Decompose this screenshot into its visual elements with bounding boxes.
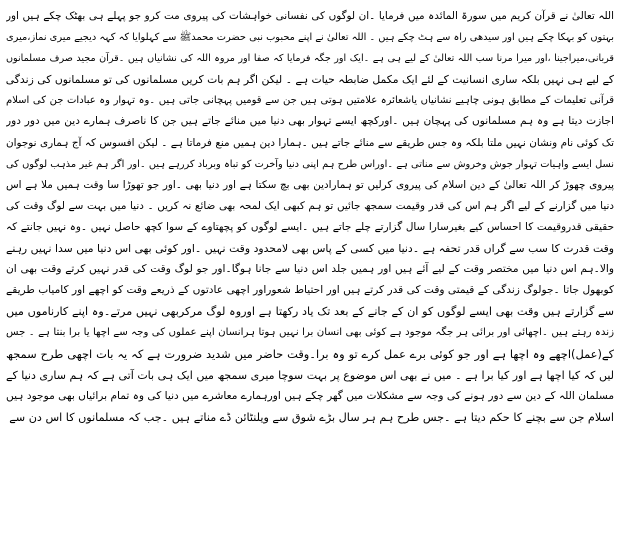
text-line: کے(عمل)اچھے وہ اچھا ہے اور جو کوئی برے عمل کرے تو وہ برا۔وقت حاضر میں شدید ضرورت ہے کہ یہ بات اچھی طرح سمجھ — [6, 346, 614, 361]
text-line: تک کوئی نام ونشان نہیں ملتا بلکہ وہ جس طریقے سے منائے جاتے ہیں ۔ہمارا دین ہمیں منع فرماتا ہے ۔ لیکن افسوس کہ آج ہماری نوجوان — [6, 136, 614, 149]
text-line: بہتوں کو بہکا چکے ہیں اور سیدھی راہ سے ہٹ چکے ہیں ۔ اللہ تعالیٰ نے اپنے محبوب نبی حضرت محمدﷺ سے کہلوایا کہ کہہ دیجیے میری نماز،میری — [6, 32, 614, 44]
text-line: کے لیے ہی نہیں بلکہ ساری انسانیت کے لئے ایک مکمل ضابطہ حیات ہے ۔ لیکن اگر ہم بات کریں مسلمانوں کی تو مسلمانوں کی زندگی — [6, 73, 614, 87]
text-line: اجازت دیتا ہے وہ ہم مسلمانوں کی پہچان ہیں ۔اورکچھ ایسے تہوار بھی دنیا میں منائے جاتے ہیں جن کا ناصرف ہمارے دین میں دور دور — [6, 115, 614, 128]
text-line: دنیا میں گزارنے کے لیے اگر ہم اس کی قدر وقیمت سمجھ جائیں تو ہم کبھی ایک لمحہ بھی ضائع نہ کریں ۔ دنیا میں بہت سے لوگ وقت کی — [6, 199, 614, 212]
text-line: وقت قدرت کا سب سے گراں قدر تحفہ ہے ۔دنیا میں کسی کے پاس بھی لامحدود وقت نہیں ۔اور کوئی بھی اس دنیا میں سدا نہیں رہنے — [6, 242, 614, 256]
text-line: قرآنی تعلیمات کے مطابق ہونی چاہیے نشانیاں یاشعائرہ علامتیں ہوتی ہیں جن سے قومیں پہچانی جاتی ہیں ۔وہ تہوار وہ عبادات جن کی اسلام — [6, 95, 614, 107]
text-line: پیروی چھوڑ کر اللہ تعالیٰ کے دین اسلام کی پیروی کرلیں تو ہمارادین بھی بچ سکتا ہے اور دنیا بھی ۔اور جو تھوڑا سا وقت ہمیں ملا ہے اس — [6, 178, 614, 191]
urdu-article-body — [6, 6, 614, 428]
text-line: لیں کہ کیا اچھا ہے اور کیا برا ہے ۔ میں نے بھی اس موضوع پر بہت سوچا میری سمجھ میں ایک ہی بات آتی ہے کہ ہم ساری دنیا کے — [6, 368, 614, 382]
text-line: اللہ تعالیٰ نے قرآن کریم میں سورۃ المائدہ میں فرمایا ۔ان لوگوں کی نفسانی خواہشات کی پیروی مت کرو جو پہلے ہی بھٹک چکے ہیں اور — [6, 10, 614, 22]
text-line: اسلام جن سے بچنے کا حکم دیتا ہے ۔جس طرح ہم ہر سال بڑے شوق سے ویلنٹائن ڈے مناتے ہیں ۔جب کہ مسلمانوں کا اس دن سے — [9, 410, 614, 424]
text-line: قربانی،میراجینا ،اور میرا مرنا سب اللہ تعالیٰ کے لیے ہی ہے ۔ایک اور جگہ فرمایا کہ صفا اور مروہ اللہ کی نشانیاں ہیں ۔قرآن مجید صرف مسلمانوں — [6, 53, 614, 65]
text-line: والا۔ہم اس دنیا میں مختصر وقت کے لیے آئے ہیں اور ہمیں جلد اس دنیا سے جانا ہوگا۔اور جو لوگ وقت کی قدر نہیں کرتے وقت بھی ان — [6, 263, 614, 276]
text-line: حقیقی قدروقیمت کا احساس کیے بغیرسارا سال گزارتے چلے جاتے ہیں ۔ایسے لوگوں کو پچھتاوے کے سوا کچھ حاصل نہیں ۔وہ نہیں جانتے کہ — [6, 220, 614, 233]
text-line: زندہ رہتے ہیں ۔اچھائی اور برائی ہر جگہ موجود ہے کوئی بھی انسان برا نہیں ہوتا ہرانسان اپنے عملوں کی وجہ سے اچھا یا برا بنتا ہے ۔ جس — [6, 327, 614, 339]
text-line: کوبھول جاتا ۔جولوگ زندگی کے قیمتی وقت کی قدر کرتے ہیں اور احتیاط شعوراور اچھی عادتوں کے ذریعے وقت کو اچھے اور کامیاب طریقے — [6, 284, 614, 297]
text-line: سے گزارتے ہیں وقت بھی ایسے لوگوں کو ان کے جانے کے بعد تک یاد رکھتا ہے اوروہ لوگ مرکربھی نہیں مرتے۔وہ اپنے کارناموں میں — [6, 305, 614, 319]
text-line: نسل ایسے واہیات تہوار جوش وخروش سے مناتی ہے ۔اوراس طرح ہم اپنی دنیا وآخرت کو تباہ وبرباد کررہے ہیں ۔اور اگر ہم غیر مذہب لوگوں کی — [6, 158, 614, 170]
text-line: مسلمان اللہ کے دین سے دور ہونے کی وجہ سے مشکلات میں گھر چکے ہیں اورہمارے معاشرے میں دنیا کی وہ تمام برائیاں بھی موجود ہیں — [6, 389, 614, 402]
